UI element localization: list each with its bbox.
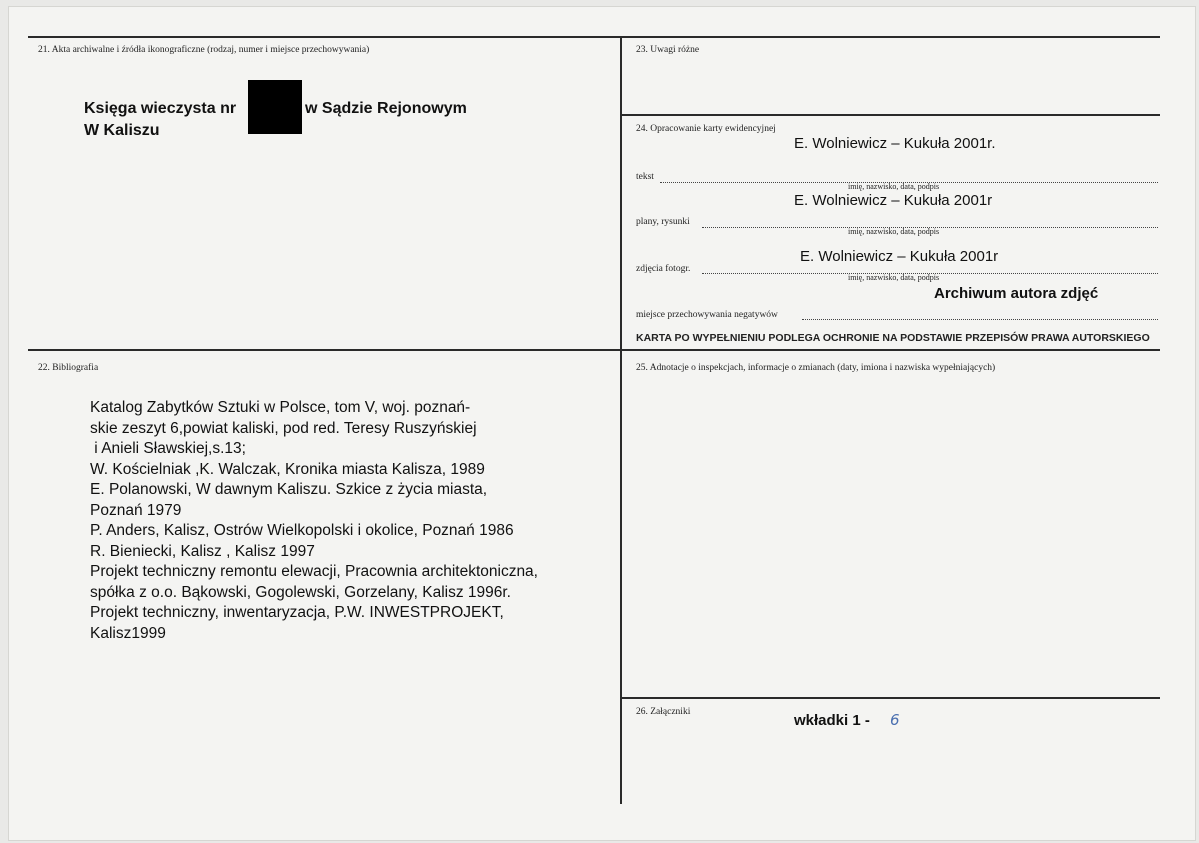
- land-register-city: W Kaliszu: [84, 122, 160, 139]
- land-register-text-a: Księga wieczysta nr: [84, 100, 237, 117]
- bibliography-line: Kalisz1999: [90, 624, 166, 642]
- redaction-block: [248, 80, 302, 134]
- attachments-handwritten-count: 6: [890, 711, 900, 729]
- miejsce-dotted-line: [802, 318, 1158, 320]
- bibliography-line: P. Anders, Kalisz, Ostrów Wielkopolski i okolice, Poznań 1986: [90, 522, 514, 539]
- copyright-notice: KARTA PO WYPEŁNIENIU PODLEGA OCHRONIE NA PODSTAWIE PRZEPISÓW PRAWA AUTORSKIEGO: [636, 332, 1150, 344]
- bibliography-line: Poznań 1979: [90, 501, 182, 519]
- section-23-label: 23. Uwagi różne: [636, 45, 700, 55]
- bibliography-line: Projekt techniczny, inwentaryzacja, P.W. INWESTPROJEKT,: [90, 604, 504, 621]
- section-21-label: 21. Akta archiwalne i źródła ikonograficzne (rodzaj, numer i miejsce przechowywania): [38, 45, 370, 55]
- attachments-value: wkładki 1 -: [794, 712, 870, 729]
- zdjecia-sub-caption: imię, nazwisko, data, podpis: [848, 273, 940, 282]
- center-divider: [620, 36, 622, 804]
- bibliography-line: Katalog Zabytków Sztuki w Polsce, tom V, woj. poznań-: [90, 399, 471, 416]
- land-register-text-b: w Sądzie Rejonowym: [305, 100, 467, 117]
- row-divider-25-26: [622, 697, 1160, 699]
- plany-value: E. Wolniewicz – Kukuła 2001r: [794, 192, 993, 209]
- bibliography-line: i Anieli Sławskiej,s.13;: [90, 440, 246, 457]
- plany-sub-caption: imię, nazwisko, data, podpis: [848, 227, 940, 236]
- bibliography-line: Projekt techniczny remontu elewacji, Pracownia architektoniczna,: [90, 563, 538, 580]
- bibliography-line: spółka z o.o. Bąkowski, Gogolewski, Gorzelany, Kalisz 1996r.: [90, 583, 511, 601]
- miejsce-label: miejsce przechowywania negatywów: [636, 310, 778, 320]
- bibliography-line: E. Polanowski, W dawnym Kaliszu. Szkice z życia miasta,: [90, 481, 488, 498]
- row-divider-middle: [28, 349, 1160, 351]
- row-divider-23-24: [622, 114, 1160, 116]
- zdjecia-label: zdjęcia fotogr.: [636, 264, 691, 274]
- text-author-value: E. Wolniewicz – Kukuła 2001r.: [794, 135, 996, 152]
- record-card: [8, 6, 1196, 841]
- section-22-label: 22. Bibliografia: [38, 363, 99, 373]
- top-border: [28, 36, 1160, 38]
- bibliography-line: R. Bieniecki, Kalisz , Kalisz 1997: [90, 542, 315, 560]
- miejsce-value: Archiwum autora zdjęć: [934, 285, 1099, 302]
- tekst-sub-caption: imię, nazwisko, data, podpis: [848, 182, 940, 191]
- bibliography-line: skie zeszyt 6,powiat kaliski, pod red. Teresy Ruszyńskiej: [90, 419, 477, 437]
- section-24-label: 24. Opracowanie karty ewidencyjnej: [636, 124, 776, 134]
- bibliography-line: W. Kościelniak ,K. Walczak, Kronika miasta Kalisza, 1989: [90, 460, 485, 478]
- bibliography-list: [90, 398, 538, 644]
- plany-label: plany, rysunki: [636, 217, 690, 227]
- zdjecia-value: E. Wolniewicz – Kukuła 2001r: [800, 248, 999, 265]
- tekst-label: tekst: [636, 172, 654, 182]
- section-25-label: 25. Adnotacje o inspekcjach, informacje o zmianach (daty, imiona i nazwiska wypełniających): [636, 363, 996, 373]
- section-26-label: 26. Załączniki: [636, 707, 691, 717]
